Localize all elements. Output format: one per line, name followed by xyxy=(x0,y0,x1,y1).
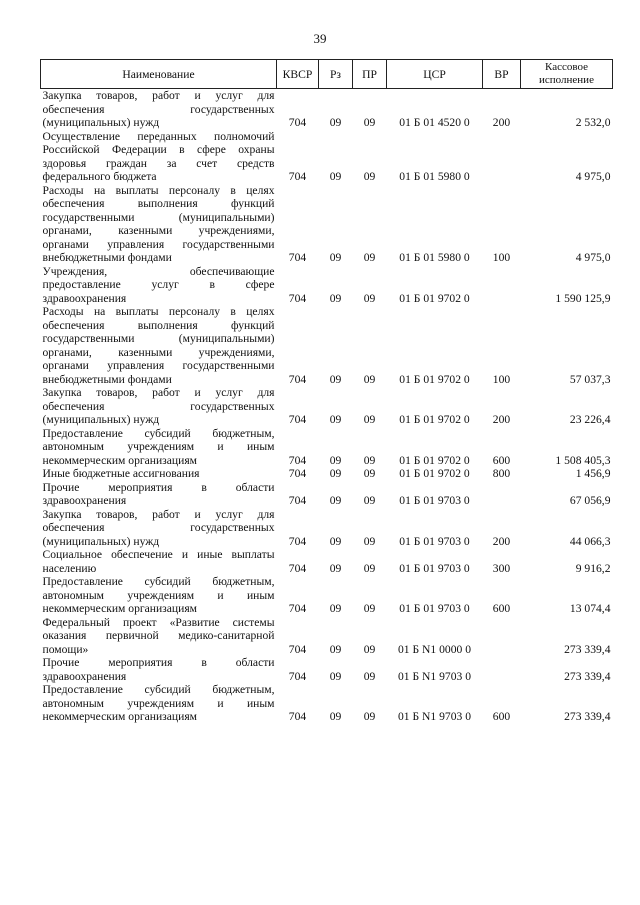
cell-amount: 2 532,0 xyxy=(575,116,611,129)
cell-vr: 200 xyxy=(492,534,511,548)
cell-csr: 01 Б 01 5980 0 xyxy=(399,170,470,183)
cell-kvsr: 704 xyxy=(288,372,307,386)
cell-amount: 273 339,4 xyxy=(564,669,611,683)
cell-pr: 09 xyxy=(363,291,376,305)
cell-pr: 09 xyxy=(363,251,376,264)
table-row xyxy=(41,305,613,386)
table-row xyxy=(41,575,613,616)
cell-vr: 800 xyxy=(492,467,511,480)
cell-rz: 09 xyxy=(329,170,342,183)
cell-kvsr: 704 xyxy=(288,467,307,480)
cell-amount: 4 975,0 xyxy=(575,170,611,183)
cell-rz: 09 xyxy=(329,467,342,480)
cell-name: Предоставление субсидий бюджетным, автономным учреждениям и иным некоммерческим организациям xyxy=(42,683,275,723)
cell-kvsr: 704 xyxy=(288,710,307,723)
cell-name: Расходы на выплаты персоналу в целях обеспечения выполнения функций государственными (муниципальными) органами, казенными учреждениями, органами управления государственными внебюджетными фондами xyxy=(42,305,275,386)
cell-kvsr: 704 xyxy=(288,453,307,467)
cell-csr: 01 Б 01 9702 0 xyxy=(399,453,470,467)
cell-kvsr: 704 xyxy=(288,170,307,183)
table-row xyxy=(41,130,613,184)
cell-csr: 01 Б 01 9703 0 xyxy=(399,561,470,575)
cell-vr: 300 xyxy=(492,561,511,575)
cell-amount: 57 037,3 xyxy=(569,372,611,386)
cell-csr: 01 Б N1 9703 0 xyxy=(398,669,471,683)
cell-csr: 01 Б 01 9702 0 xyxy=(399,291,470,305)
cell-csr: 01 Б 01 9703 0 xyxy=(399,534,470,548)
budget-table xyxy=(40,59,613,724)
cell-amount: 67 056,9 xyxy=(569,494,611,507)
cell-rz: 09 xyxy=(329,534,342,548)
cell-pr: 09 xyxy=(363,602,376,615)
cell-csr: 01 Б 01 5980 0 xyxy=(399,251,470,264)
cell-vr xyxy=(483,481,521,508)
cell-pr: 09 xyxy=(363,467,376,480)
cell-rz: 09 xyxy=(329,642,342,656)
cell-vr: 600 xyxy=(492,710,511,723)
cell-csr: 01 Б N1 9703 0 xyxy=(398,710,471,723)
cell-kvsr: 704 xyxy=(288,116,307,129)
cell-vr: 100 xyxy=(492,251,511,264)
cell-rz: 09 xyxy=(329,453,342,467)
cell-rz: 09 xyxy=(329,669,342,683)
cell-pr: 09 xyxy=(363,534,376,548)
cell-name: Предоставление субсидий бюджетным, автономным учреждениям и иным некоммерческим организациям xyxy=(42,575,275,615)
table-row xyxy=(41,184,613,265)
cell-vr: 600 xyxy=(492,602,511,615)
cell-csr: 01 Б 01 9703 0 xyxy=(399,494,470,507)
cell-csr: 01 Б 01 4520 0 xyxy=(399,116,470,129)
table-row xyxy=(41,548,613,575)
cell-name: Социальное обеспечение и иные выплаты населению xyxy=(42,548,275,575)
cell-vr: 200 xyxy=(492,413,511,426)
cell-kvsr: 704 xyxy=(288,494,307,507)
cell-rz: 09 xyxy=(329,710,342,723)
cell-pr: 09 xyxy=(363,561,376,575)
header-execution: Кассовое исполнение xyxy=(521,60,613,89)
table-header-row xyxy=(41,60,613,89)
cell-pr: 09 xyxy=(363,170,376,183)
cell-rz: 09 xyxy=(329,494,342,507)
cell-csr: 01 Б 01 9702 0 xyxy=(399,372,470,386)
cell-amount: 13 074,4 xyxy=(569,602,611,615)
page-number: 39 xyxy=(313,31,327,46)
cell-kvsr: 704 xyxy=(288,251,307,264)
cell-name: Предоставление субсидий бюджетным, автономным учреждениям и иным некоммерческим организациям xyxy=(42,426,275,467)
cell-kvsr: 704 xyxy=(288,291,307,305)
cell-rz: 09 xyxy=(329,561,342,575)
cell-vr xyxy=(483,616,521,657)
table-row xyxy=(41,386,613,427)
cell-pr: 09 xyxy=(363,372,376,386)
cell-vr xyxy=(483,265,521,306)
cell-pr: 09 xyxy=(363,642,376,656)
table-row xyxy=(41,89,613,130)
cell-name: Закупка товаров, работ и услуг для обеспечения государственных (муниципальных) нужд xyxy=(42,386,275,426)
cell-name: Федеральный проект «Развитие системы оказания первичной медико-санитарной помощи» xyxy=(42,615,275,656)
cell-pr: 09 xyxy=(363,494,376,507)
cell-rz: 09 xyxy=(329,116,342,129)
cell-kvsr: 704 xyxy=(288,669,307,683)
cell-csr: 01 Б N1 0000 0 xyxy=(398,642,471,656)
table-row xyxy=(41,467,613,481)
cell-name: Прочие мероприятия в области здравоохранения xyxy=(42,656,275,683)
cell-pr: 09 xyxy=(363,710,376,723)
cell-rz: 09 xyxy=(329,413,342,426)
cell-amount: 44 066,3 xyxy=(569,534,611,548)
cell-amount: 1 456,9 xyxy=(575,467,611,480)
cell-rz: 09 xyxy=(329,372,342,386)
table-row xyxy=(41,265,613,306)
cell-kvsr: 704 xyxy=(288,534,307,548)
header-name: Наименование xyxy=(41,60,277,89)
cell-pr: 09 xyxy=(363,413,376,426)
cell-vr xyxy=(483,130,521,184)
table-row xyxy=(41,683,613,724)
header-vr: ВР xyxy=(483,60,521,89)
cell-amount: 273 339,4 xyxy=(564,710,611,723)
cell-rz: 09 xyxy=(329,602,342,615)
table-row xyxy=(41,656,613,683)
cell-pr: 09 xyxy=(363,116,376,129)
cell-name: Иные бюджетные ассигнования xyxy=(42,467,200,480)
cell-csr: 01 Б 01 9702 0 xyxy=(399,413,470,426)
cell-name: Закупка товаров, работ и услуг для обеспечения государственных (муниципальных) нужд xyxy=(42,507,275,548)
table-row xyxy=(41,481,613,508)
cell-name: Учреждения, обеспечивающие предоставление услуг в сфере здравоохранения xyxy=(42,264,275,305)
cell-vr: 600 xyxy=(492,453,511,467)
table-row xyxy=(41,616,613,657)
cell-rz: 09 xyxy=(329,291,342,305)
cell-pr: 09 xyxy=(363,669,376,683)
header-pr: ПР xyxy=(353,60,387,89)
cell-amount: 1 590 125,9 xyxy=(555,291,611,305)
cell-name: Расходы на выплаты персоналу в целях обеспечения выполнения функций государственными (муниципальными) органами, казенными учреждениями, органами управления государственными внебюджетными фондами xyxy=(42,183,275,264)
cell-kvsr: 704 xyxy=(288,413,307,426)
cell-name: Прочие мероприятия в области здравоохранения xyxy=(42,480,275,507)
cell-vr: 200 xyxy=(492,116,511,129)
cell-kvsr: 704 xyxy=(288,561,307,575)
header-csr: ЦСР xyxy=(387,60,483,89)
cell-name: Осуществление переданных полномочий Российской Федерации в сфере охраны здоровья граждан за счет средств федерального бюджета xyxy=(42,129,275,183)
cell-amount: 9 916,2 xyxy=(575,561,611,575)
cell-amount: 273 339,4 xyxy=(564,642,611,656)
table-row xyxy=(41,427,613,468)
cell-rz: 09 xyxy=(329,251,342,264)
header-kvsr: КВСР xyxy=(277,60,319,89)
cell-kvsr: 704 xyxy=(288,642,307,656)
cell-name: Закупка товаров, работ и услуг для обеспечения государственных (муниципальных) нужд xyxy=(42,89,275,129)
cell-amount: 1 508 405,3 xyxy=(555,453,611,467)
cell-kvsr: 704 xyxy=(288,602,307,615)
cell-csr: 01 Б 01 9702 0 xyxy=(399,467,470,480)
table-body xyxy=(41,89,613,724)
table-row xyxy=(41,508,613,549)
cell-csr: 01 Б 01 9703 0 xyxy=(399,602,470,615)
cell-vr: 100 xyxy=(492,372,511,386)
cell-pr: 09 xyxy=(363,453,376,467)
header-rz: Рз xyxy=(319,60,353,89)
cell-amount: 4 975,0 xyxy=(575,251,611,264)
cell-amount: 23 226,4 xyxy=(569,413,611,426)
cell-vr xyxy=(483,656,521,683)
